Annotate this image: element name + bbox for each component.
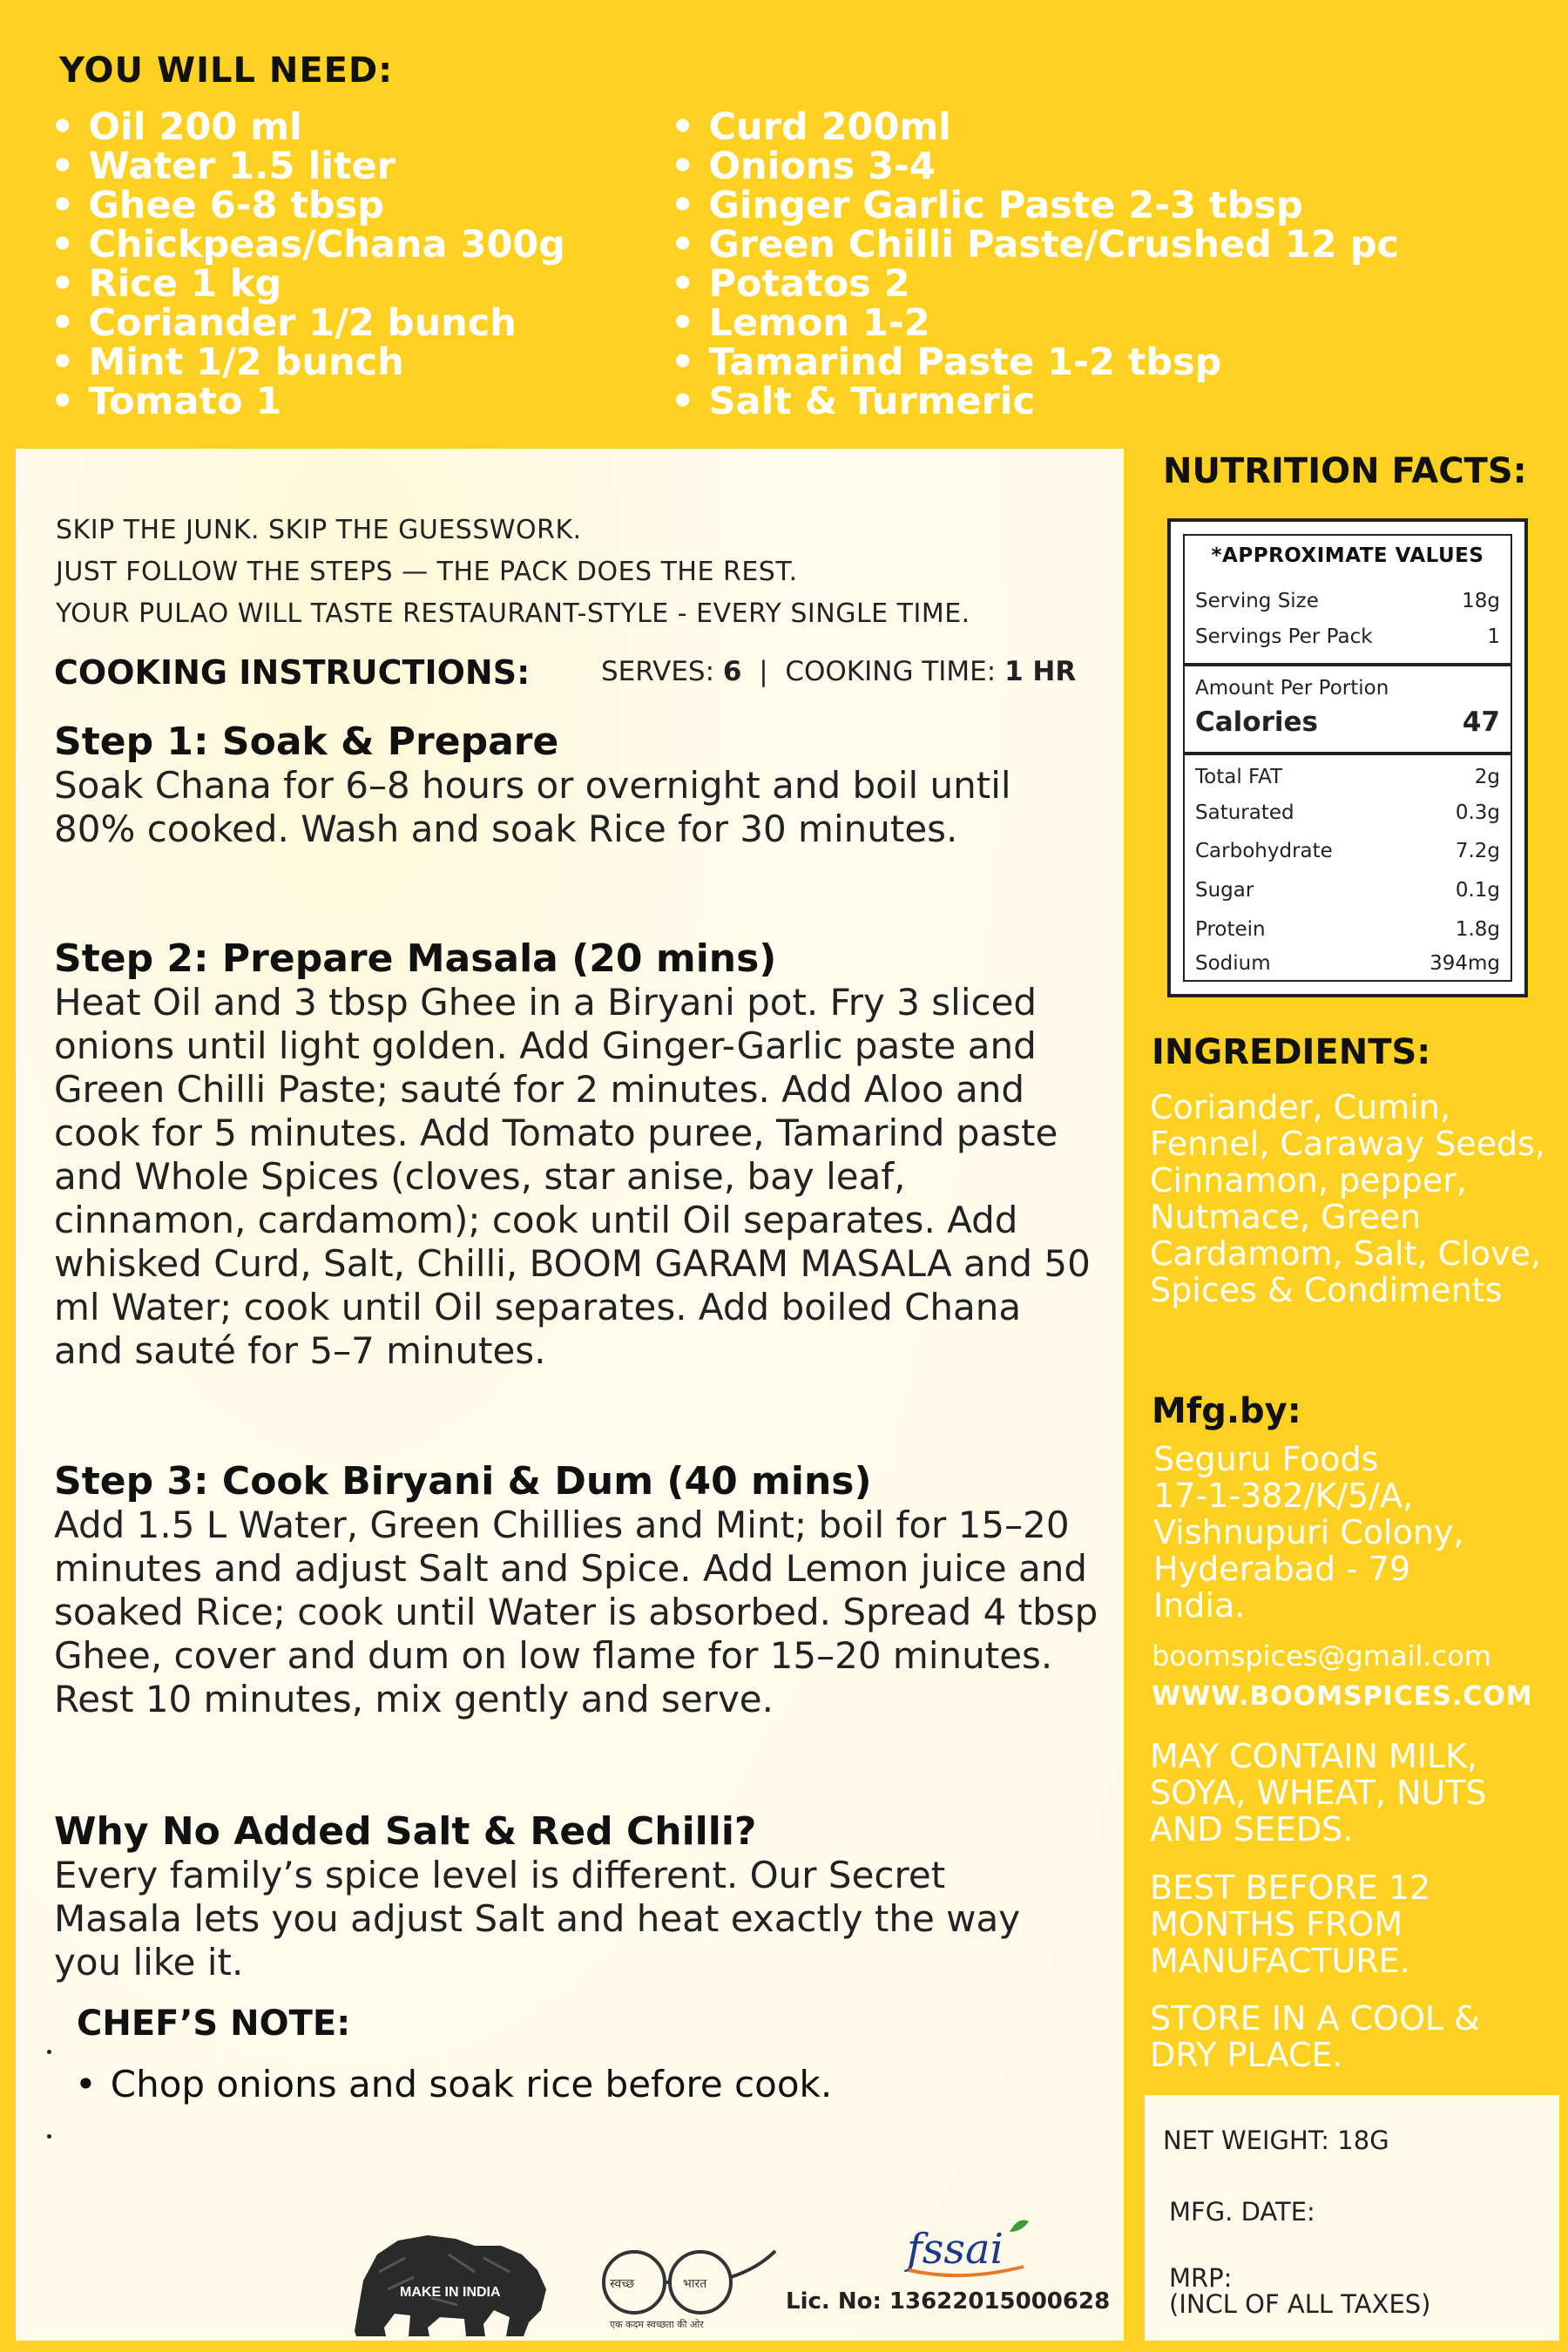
dot-marker — [47, 2134, 51, 2139]
nutrition-label: Total FAT — [1195, 766, 1283, 788]
chef-note-item: • Chop onions and soak rice before cook. — [75, 2063, 832, 2105]
swachh-left-text: स्वच्छ — [610, 2277, 635, 2291]
step-2-body: Heat Oil and 3 tbsp Ghee in a Biryani pot. Fry 3 sliced onions until light golden. Add Ginger-Garlic paste and Green Chilli Paste; sauté for 2 minutes. Add Aloo and cook for 5 minutes. Add Tomato puree, Tamarind paste and Whole Spices (cloves, star anise, bay leaf, cinnamon, cardamom); cook until Oil separates. Add whisked Curd, Salt, Chilli, BOOM GARAM MASALA and 50 ml Water; cook until Oil separates. Add boiled Chana and sauté for 5–7 minutes. — [54, 981, 1091, 1372]
nutrition-row — [1185, 625, 1511, 648]
step-3-body: Add 1.5 L Water, Green Chillies and Mint; boil for 15–20 minutes and adjust Salt and Spice. Add Lemon juice and soaked Rice; cook until Water is absorbed. Spread 4 tbsp Ghee, cover and dum on low flame for 15–20 minutes. Rest 10 minutes, mix gently and serve. — [54, 1504, 1098, 1720]
step-1-body: Soak Chana for 6–8 hours or overnight and boil until 80% cooked. Wash and soak Rice for 30 minutes. — [54, 764, 1011, 850]
mfg-address — [1153, 1441, 1554, 1624]
address-line: 17-1-382/K/5/A, — [1153, 1477, 1414, 1515]
nutrition-row — [1185, 879, 1511, 902]
nutrition-value: 1.8g — [1455, 918, 1500, 941]
nutrition-value: 0.3g — [1455, 801, 1500, 824]
mfg-date: MFG. DATE: — [1169, 2197, 1315, 2227]
nutrition-facts-table — [1167, 518, 1528, 997]
swachh-right-text: भारत — [683, 2277, 707, 2291]
address-line: Hyderabad - 79 — [1153, 1550, 1411, 1588]
list-item: • Ginger Garlic Paste 2-3 tbsp — [671, 186, 1399, 226]
fssai-text: fssai — [907, 2225, 1004, 2274]
list-item: • Lemon 1-2 — [671, 304, 1399, 343]
list-item: • Rice 1 kg — [51, 265, 565, 304]
list-item: • Green Chilli Paste/Crushed 12 pc — [671, 226, 1399, 265]
step-1-heading: Step 1: Soak & Prepare — [54, 720, 559, 764]
calories-label: Calories — [1195, 706, 1318, 738]
calories-value: 47 — [1462, 706, 1500, 738]
nutrition-value: 7.2g — [1455, 840, 1500, 862]
fssai-logo — [902, 2213, 1032, 2282]
step-2-heading: Step 2: Prepare Masala (20 mins) — [54, 936, 777, 981]
tagline-line: YOUR PULAO WILL TASTE RESTAURANT-STYLE - EVERY SINGLE TIME. — [56, 598, 970, 629]
net-weight: NET WEIGHT: 18G — [1163, 2126, 1389, 2155]
best-before-notice: BEST BEFORE 12 MONTHS FROM MANUFACTURE. — [1150, 1869, 1431, 1980]
nutrition-row — [1185, 801, 1511, 824]
tagline-line: JUST FOLLOW THE STEPS — THE PACK DOES THE REST. — [56, 557, 798, 587]
list-item: • Oil 200 ml — [51, 108, 565, 147]
list-item: • Coriander 1/2 bunch — [51, 304, 565, 343]
license-number: Lic. No: 13622015000628 — [786, 2288, 1111, 2315]
address-line: India. — [1153, 1586, 1246, 1625]
calories-row — [1185, 706, 1511, 738]
website: WWW.BOOMSPICES.COM — [1152, 1681, 1533, 1712]
serves-label: SERVES: — [601, 656, 715, 687]
nutrition-value: 18g — [1462, 590, 1500, 612]
dot-marker — [47, 2050, 51, 2054]
ingredients-title: INGREDIENTS: — [1152, 1032, 1431, 1072]
swachh-bharat-logo — [592, 2239, 788, 2335]
nutrition-value: 394mg — [1429, 952, 1500, 975]
nutrition-facts-title: NUTRITION FACTS: — [1163, 451, 1527, 491]
why-no-salt-heading: Why No Added Salt & Red Chilli? — [54, 1809, 757, 1854]
separator: | — [759, 656, 768, 687]
list-item: • Salt & Turmeric — [671, 382, 1399, 422]
allergen-notice: MAY CONTAIN MILK, SOYA, WHEAT, NUTS AND SEEDS. — [1150, 1737, 1487, 1848]
list-item: • Curd 200ml — [671, 108, 1399, 147]
tagline — [56, 510, 970, 635]
divider — [1185, 752, 1511, 755]
nutrition-label: Protein — [1195, 918, 1266, 941]
nutrition-value: 1 — [1487, 625, 1500, 648]
nutrition-value: 2g — [1474, 766, 1500, 788]
nutrition-row — [1185, 840, 1511, 862]
nutrition-row — [1185, 918, 1511, 941]
you-will-need-title: YOU WILL NEED: — [59, 51, 394, 91]
address-line: Seguru Foods — [1153, 1440, 1379, 1478]
chef-note-title: CHEF’S NOTE: — [77, 2004, 351, 2044]
swachh-tagline: एक कदम स्वच्छता की ओर — [610, 2319, 704, 2330]
list-item: • Ghee 6-8 tbsp — [51, 186, 565, 226]
need-list-left — [51, 105, 566, 423]
nutrition-label: Serving Size — [1195, 590, 1319, 612]
nutrition-label: Sodium — [1195, 952, 1271, 975]
approx-values-header: *APPROXIMATE VALUES — [1211, 544, 1484, 567]
why-no-salt-body: Every family’s spice level is different. Our Secret Masala lets you adjust Salt and heat exactly the way you like it. — [54, 1854, 1021, 1984]
nutrition-label: Sugar — [1195, 879, 1254, 902]
amount-per-portion — [1185, 677, 1511, 700]
amount-label: Amount Per Portion — [1195, 677, 1389, 700]
time-value: 1 HR — [1004, 656, 1077, 687]
divider — [1185, 663, 1511, 666]
make-in-india-logo — [344, 2220, 553, 2342]
mrp-note: (INCL OF ALL TAXES) — [1169, 2289, 1431, 2319]
list-item: • Tamarind Paste 1-2 tbsp — [671, 343, 1399, 382]
step-3-heading: Step 3: Cook Biryani & Dum (40 mins) — [54, 1459, 872, 1504]
storage-notice: STORE IN A COOL & DRY PLACE. — [1150, 1999, 1480, 2074]
ingredients-text: Coriander, Cumin, Fennel, Caraway Seeds, Cinnamon, pepper, Nutmace, Green Cardamom, Salt, Clove, Spices & Condiments — [1150, 1088, 1545, 1309]
nutrition-value: 0.1g — [1455, 879, 1500, 902]
nutrition-label: Carbohydrate — [1195, 840, 1333, 862]
make-in-india-text: MAKE IN INDIA — [400, 2285, 501, 2300]
tagline-line: SKIP THE JUNK. SKIP THE GUESSWORK. — [56, 515, 582, 545]
list-item: • Onions 3-4 — [671, 147, 1399, 186]
list-item: • Water 1.5 liter — [51, 147, 565, 186]
list-item: • Potatos 2 — [671, 265, 1399, 304]
time-label: COOKING TIME: — [785, 656, 997, 687]
address-line: Vishnupuri Colony, — [1153, 1513, 1464, 1551]
nutrition-row — [1185, 766, 1511, 788]
list-item: • Mint 1/2 bunch — [51, 343, 565, 382]
serves-time-info — [601, 656, 1076, 687]
need-list-right — [671, 105, 1399, 423]
mrp-label: MRP: — [1169, 2263, 1233, 2293]
nutrition-row — [1185, 952, 1511, 975]
cooking-instructions-title: COOKING INSTRUCTIONS: — [54, 653, 531, 692]
nutrition-label: Saturated — [1195, 801, 1294, 824]
list-item: • Tomato 1 — [51, 382, 565, 422]
nutrition-label: Servings Per Pack — [1195, 625, 1373, 648]
email: boomspices@gmail.com — [1152, 1639, 1491, 1673]
serves-value: 6 — [722, 656, 742, 687]
list-item: • Chickpeas/Chana 300g — [51, 226, 565, 265]
nutrition-row — [1185, 590, 1511, 612]
mfg-title: Mfg.by: — [1152, 1391, 1301, 1431]
